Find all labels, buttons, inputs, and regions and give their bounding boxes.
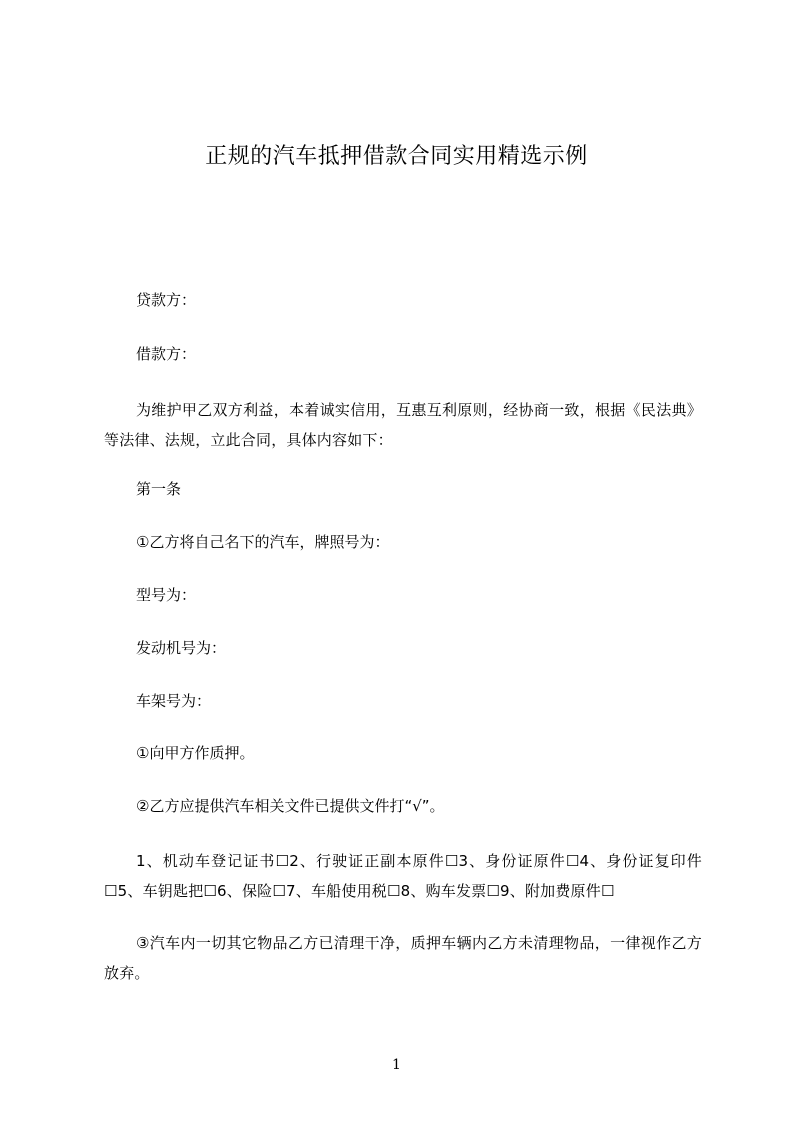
clause-2-documents: ②乙方应提供汽车相关文件已提供文件打“√”。: [136, 797, 445, 815]
page-number: 1: [392, 1057, 401, 1073]
engine-number-label: 发动机号为：: [136, 639, 227, 657]
documents-checklist: 1、机动车登记证书☐2、行驶证正副本原件☐3、身份证原件☐4、身份证复印件☐5、车钥匙把☐6、保险☐7、车船使用税☐8、购车发票☐9、附加费原件☐: [104, 852, 702, 900]
clause-1-plate-number: ①乙方将自己名下的汽车，牌照号为：: [136, 533, 390, 551]
clause-pledge: ①向甲方作质押。: [136, 744, 255, 762]
lender-label: 贷款方：: [136, 291, 197, 309]
borrower-label: 借款方：: [136, 345, 197, 363]
preamble-paragraph: 为维护甲乙双方利益，本着诚实信用，互惠互利原则，经协商一致，根据《民法典》等法律、法规，立此合同，具体内容如下：: [104, 401, 702, 449]
frame-number-label: 车架号为：: [136, 692, 212, 710]
clause-3-belongings: ③汽车内一切其它物品乙方已清理干净，质押车辆内乙方未清理物品，一律视作乙方放弃。: [104, 934, 702, 982]
model-label: 型号为：: [136, 586, 197, 604]
document-title: 正规的汽车抵押借款合同实用精选示例: [205, 144, 588, 169]
article-1-heading: 第一条: [136, 480, 182, 498]
